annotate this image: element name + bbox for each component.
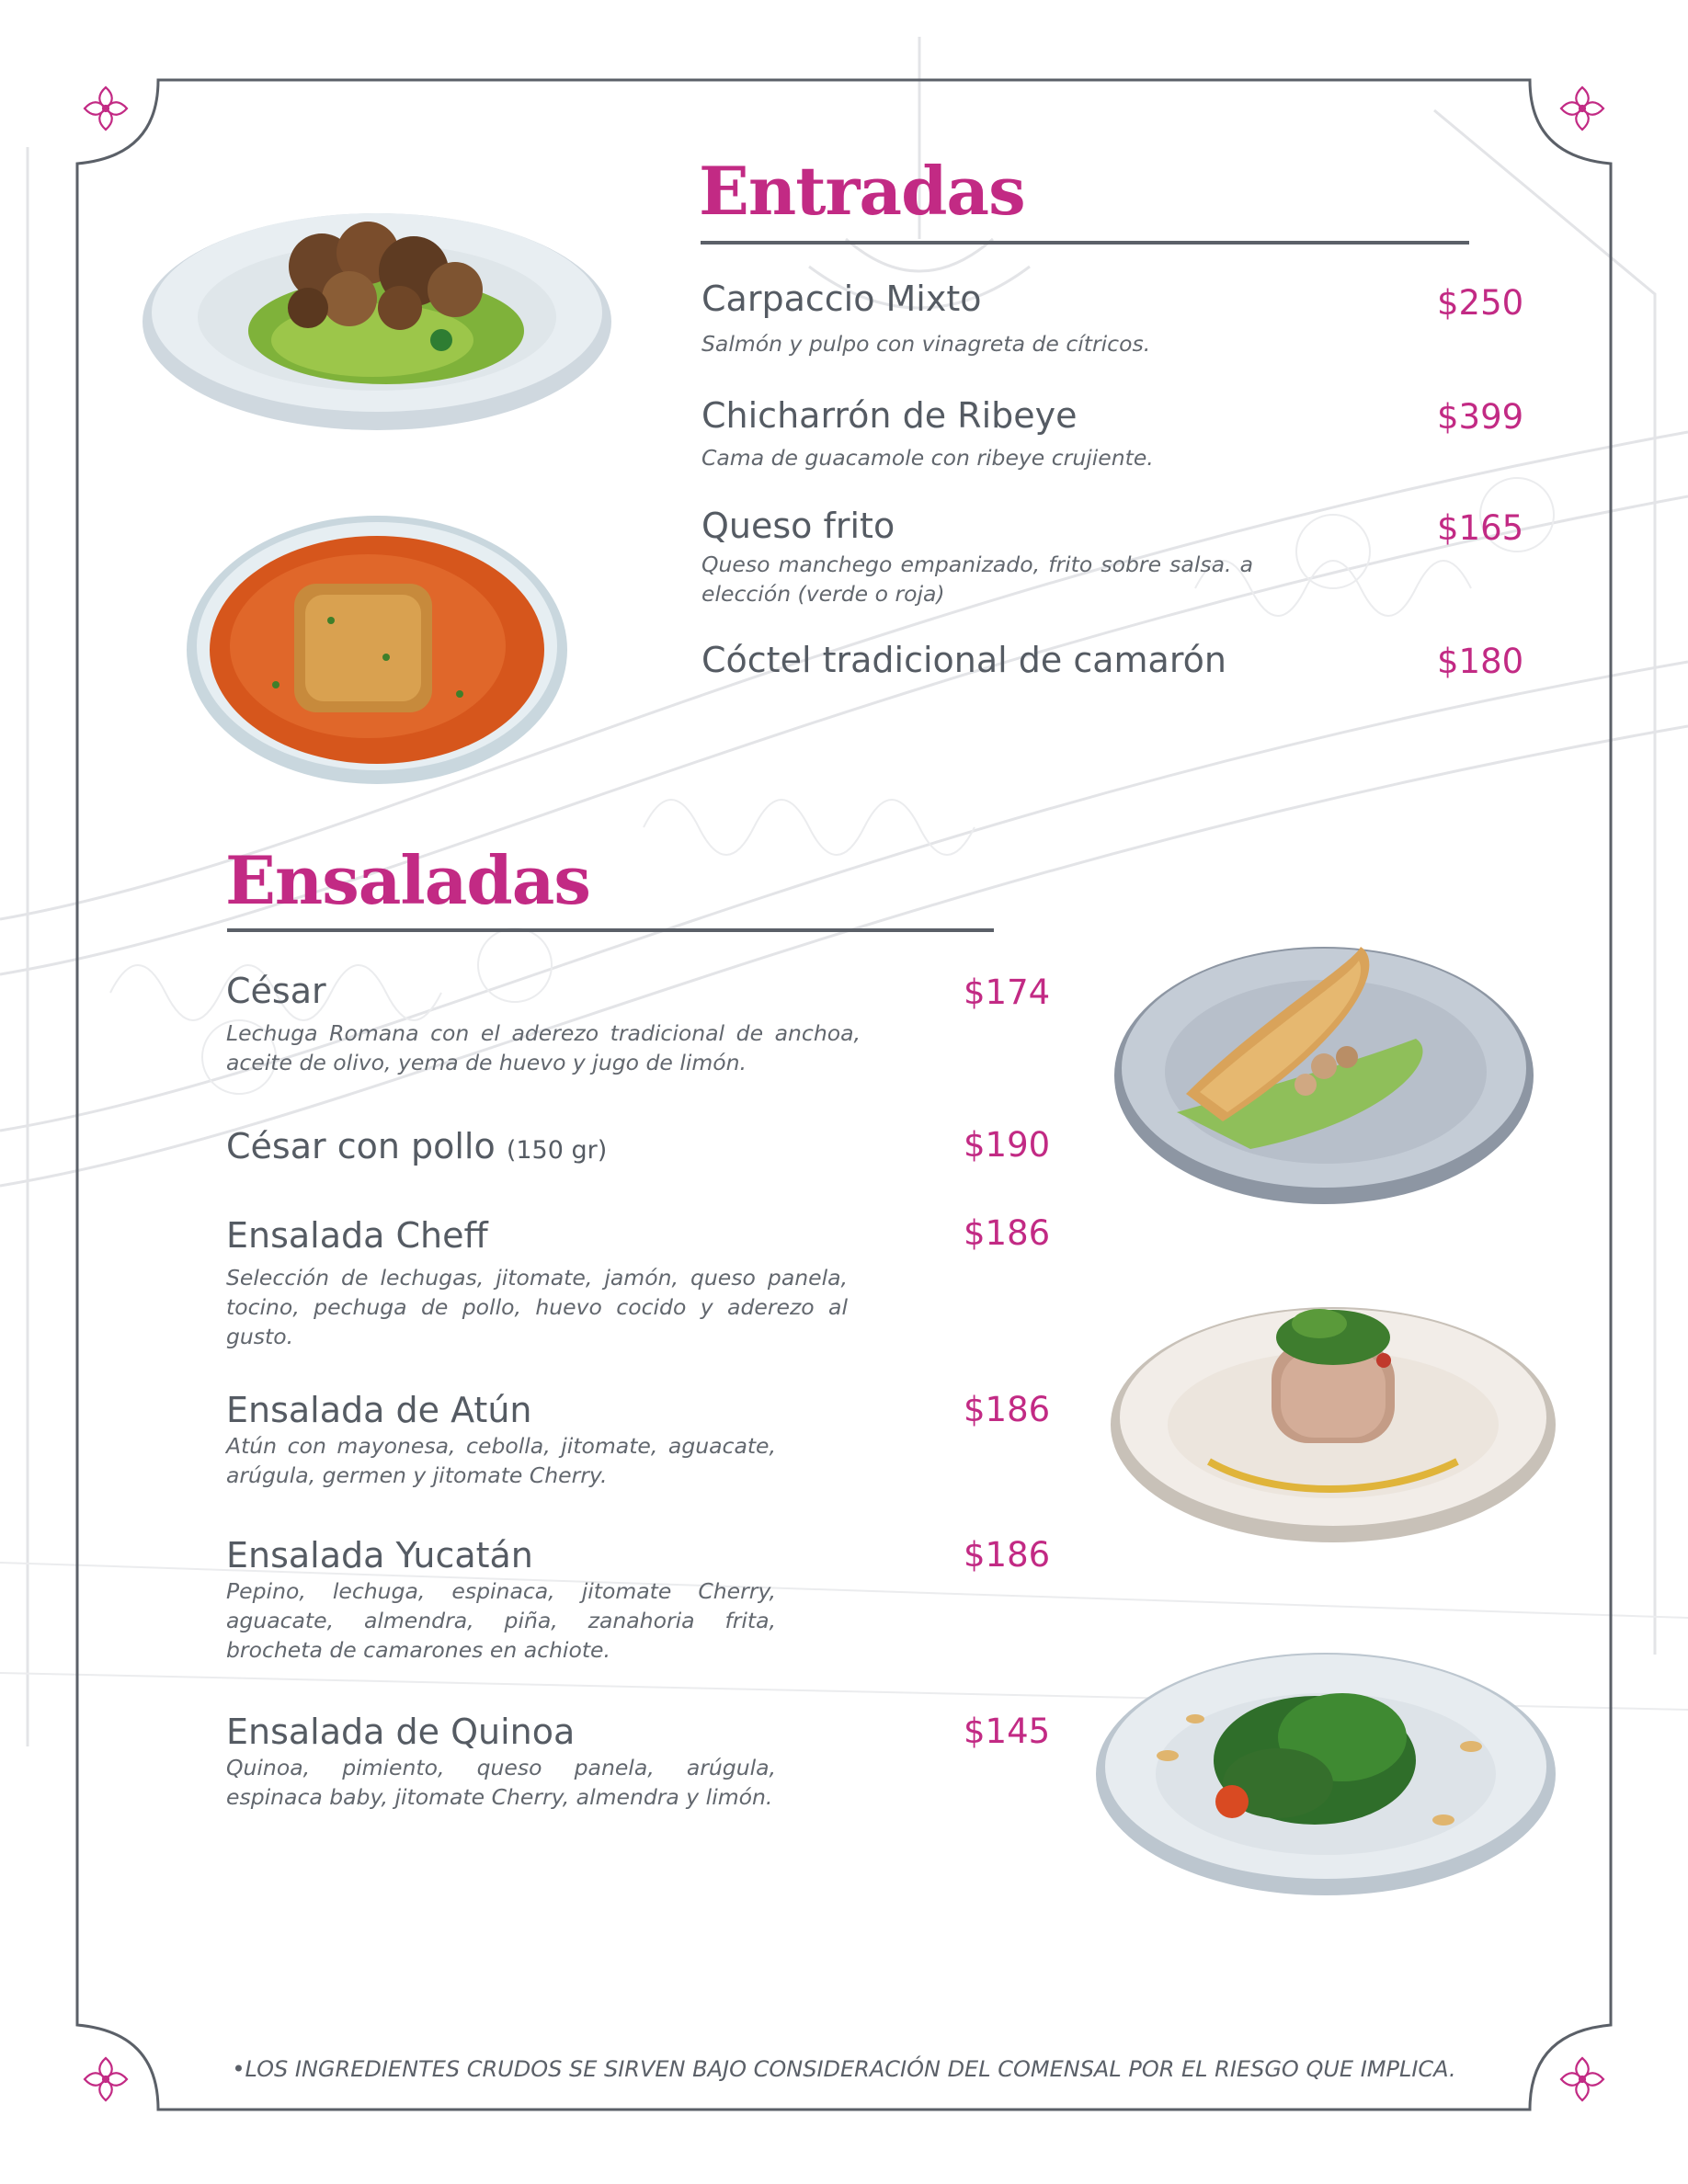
dish-quinoa-image (1094, 1636, 1558, 1898)
menu-item (226, 1390, 870, 1500)
item-price: $186 (964, 1390, 1051, 1429)
item-name: Ensalada Cheff (226, 1215, 488, 1256)
item-price: $190 (964, 1125, 1051, 1165)
item-name: Chicharrón de Ribeye (701, 395, 1078, 436)
menu-item (701, 640, 1437, 686)
item-price: $145 (964, 1712, 1051, 1751)
item-description: Cama de guacamole con ribeye crujiente. (701, 445, 1154, 471)
item-description: Atún con mayonesa, cebolla, jitomate, aguacate, arúgula, germen y jitomate Cherry. (226, 1433, 776, 1488)
item-name: Ensalada de Atún (226, 1390, 532, 1430)
menu-item (226, 1535, 870, 1673)
item-description: Lechuga Romana con el aderezo tradicional de anchoa, aceite de olivo, yema de huevo y jugo de limón. (226, 1020, 861, 1075)
item-description: Pepino, lechuga, espinaca, jitomate Cherry, aguacate, almendra, piña, zanahoria frita, brocheta de camarones en achiote. (226, 1578, 776, 1663)
entradas-divider (701, 241, 1469, 245)
item-price: $174 (964, 973, 1051, 1012)
entradas-title: Entradas (699, 152, 1025, 230)
flower-ornament-icon (1554, 80, 1611, 137)
item-name: Ensalada Yucatán (226, 1535, 533, 1575)
item-description: Selección de lechugas, jitomate, jamón, queso panela, tocino, pechuga de pollo, huevo cocido y aderezo al gusto. (226, 1265, 848, 1349)
footer-disclaimer: •LOS INGREDIENTES CRUDOS SE SIRVEN BAJO CONSIDERACIÓN DEL COMENSAL POR EL RIESGO QUE IMPLICA. (232, 2056, 1456, 2082)
menu-item (701, 279, 1529, 361)
item-price: $399 (1437, 397, 1524, 437)
menu-item (226, 1215, 870, 1353)
item-price: $250 (1437, 283, 1524, 323)
item-portion: (150 gr) (506, 1136, 608, 1165)
item-name: Carpaccio Mixto (701, 279, 982, 319)
item-price: $186 (964, 1213, 1051, 1253)
item-price: $186 (964, 1535, 1051, 1575)
menu-item (701, 395, 1529, 478)
item-name: Cóctel tradicional de camarón (701, 640, 1226, 680)
item-name-text: César con pollo (226, 1126, 496, 1166)
item-price: $180 (1437, 642, 1524, 681)
menu-item (226, 1126, 870, 1172)
item-name: César (226, 971, 326, 1011)
flower-ornament-icon (77, 80, 134, 137)
dish-cesar-image (1112, 928, 1535, 1204)
item-description: Queso manchego empanizado, frito sobre salsa. a elección (verde o roja) (701, 552, 1253, 607)
ensaladas-title: Ensaladas (225, 841, 590, 919)
item-name (226, 1126, 607, 1166)
dish-atun-image (1108, 1287, 1558, 1544)
item-name: Queso frito (701, 506, 895, 546)
menu-item (701, 506, 1529, 616)
item-description: Quinoa, pimiento, queso panela, arúgula, espinaca baby, jitomate Cherry, almendra y limón. (226, 1755, 776, 1810)
item-description: Salmón y pulpo con vinagreta de cítricos. (701, 331, 1151, 357)
menu-item (226, 1712, 870, 1822)
menu-item (226, 971, 870, 1081)
item-price: $165 (1437, 508, 1524, 548)
ensaladas-divider (227, 928, 994, 932)
item-name: Ensalada de Quinoa (226, 1712, 576, 1752)
dish-chicharron-image (138, 184, 616, 441)
dish-queso-frito-image (184, 510, 570, 786)
